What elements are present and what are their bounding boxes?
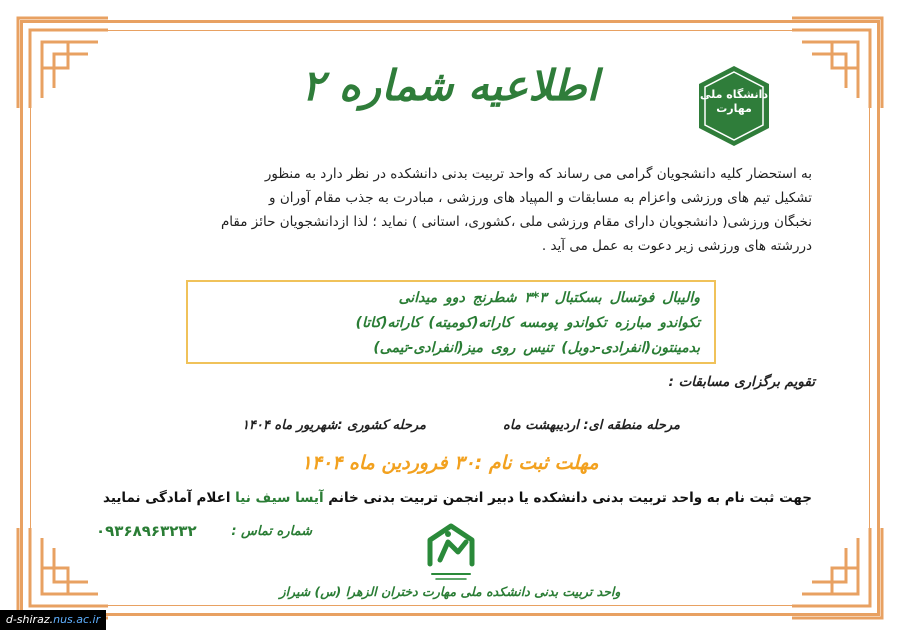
announcement-title: اطلاعیه شماره ۲	[301, 61, 599, 110]
intro-line: نخبگان ورزشی( دانشجویان دارای مقام ورزشی ملی ،کشوری، استانی ) نماید ؛ لذا ازدانشجویان حائز مقام	[220, 214, 812, 230]
registration-notice	[90, 490, 812, 506]
contact-phone: ۰۹۳۶۸۹۶۳۲۳۲	[96, 522, 197, 540]
corner-ornament-top-right	[782, 8, 892, 118]
corner-ornament-bottom-right	[782, 518, 892, 628]
contact-person-name: آیسا سیف نیا	[235, 490, 324, 506]
notice-text: جهت ثبت نام به واحد تربیت بدنی دانشکده یا دبیر انجمن تربیت بدنی خانم	[323, 490, 812, 506]
university-logo	[695, 64, 773, 148]
registration-deadline: مهلت ثبت نام :۳۰ فروردین ماه ۱۴۰۴	[301, 452, 599, 474]
sports-line: والیبال فوتسال بسکتبال ۳*۳ شطرنج دوو میدانی	[398, 290, 700, 306]
website-badge[interactable]	[0, 610, 106, 630]
sports-line: بدمینتون(انفرادی-دوبل) تنیس روی میز(انفرادی-تیمی)	[373, 340, 700, 356]
university-logo-text: دانشگاه ملی مهارت	[699, 88, 769, 115]
intro-line: تشکیل تیم های ورزشی واعزام به مسابقات و المپیاد های ورزشی ، مبادرت به جذب مقام آوران و	[269, 190, 812, 206]
sports-line: تکواندو مبارزه تکواندو پومسه کاراته(کومیته) کاراته(کاتا)	[355, 315, 700, 331]
corner-ornament-top-left	[8, 8, 118, 118]
intro-line: به استحضار کلیه دانشجویان گرامی می رساند که واحد تربیت بدنی دانشکده در نظر دارد به منظور	[264, 166, 812, 182]
intro-line: دررشته های ورزشی زیر دعوت به عمل می آید .	[541, 238, 812, 254]
intro-paragraph	[90, 162, 812, 258]
regional-stage: مرحله منطقه ای: اردیبهشت ماه	[503, 418, 680, 433]
schedule-heading: تقویم برگزاری مسابقات :	[668, 374, 815, 390]
contact-label: شماره تماس :	[231, 524, 312, 539]
physical-education-association-logo	[418, 520, 484, 584]
sports-list-box	[186, 280, 716, 364]
national-stage: مرحله کشوری :شهریور ماه ۱۴۰۴	[241, 418, 426, 433]
website-domain: nus.ac.ir	[53, 613, 101, 626]
website-prefix: d-shiraz.	[5, 613, 54, 626]
notice-text-end: اعلام آمادگی نمایید	[103, 490, 236, 506]
footer-department: واحد تربیت بدنی دانشکده ملی مهارت دختران الزهرا (س) شیراز	[279, 584, 621, 599]
